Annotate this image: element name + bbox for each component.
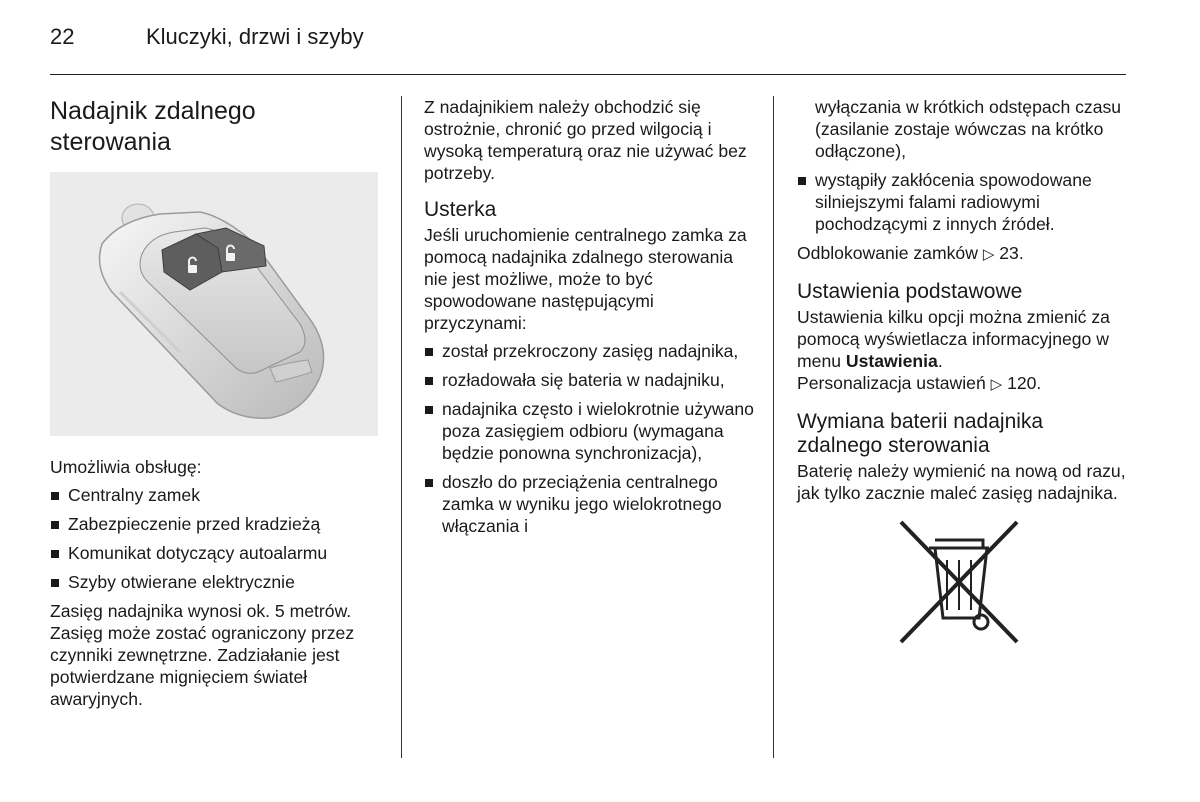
- reference-text: Personalizacja ustawień: [797, 373, 986, 393]
- personalization-reference[interactable]: [797, 373, 1041, 393]
- causes-continuation: [797, 96, 1127, 162]
- column-2: [424, 96, 754, 544]
- list-item: wystąpiły zakłócenia spowodowane silniejszymi falami radiowymi pochodzącymi z innych źródeł.: [797, 169, 1127, 235]
- causes-list-continued: [797, 169, 1127, 235]
- list-item: Szyby otwierane elektrycznie: [50, 571, 380, 593]
- features-intro: Umożliwia obsługę:: [50, 457, 202, 477]
- remote-key-fob-image: [50, 172, 378, 436]
- triangle-right-icon: ▷: [990, 376, 1003, 393]
- triangle-right-icon: ▷: [982, 246, 995, 263]
- list-item: Zabezpieczenie przed kradzieżą: [50, 513, 380, 535]
- list-item-continued: wyłączania w krótkich odstępach czasu (zasilanie zostaje wówczas na krótko odłączone),: [815, 97, 1122, 161]
- list-item: został przekroczony zasięg nadajnika,: [424, 340, 754, 362]
- list-item: Komunikat dotyczący autoalarmu: [50, 542, 380, 564]
- menu-name: Ustawienia: [845, 351, 938, 371]
- list-item: doszło do przeciążenia centralnego zamka w wyniku jego wielokrotnego włączania i: [424, 471, 754, 537]
- fault-intro: Jeśli uruchomienie centralnego zamka za pomocą nadajnika zdalnego sterowania nie jest możliwe, może to być spowodowane następującymi przyczynami:: [424, 225, 747, 333]
- basic-settings-paragraph: Ustawienia kilku opcji można zmienić za pomocą wyświetlacza informacyjnego w menu Ustawienia. Personalizacja ustawień ▷ 120.: [797, 306, 1127, 396]
- reference-text: Odblokowanie zamków: [797, 243, 978, 263]
- section-heading: Nadajnik zdalnego sterowania: [50, 97, 256, 156]
- page-number: 22: [50, 24, 75, 49]
- list-item: Centralny zamek: [50, 484, 380, 506]
- column-3: [797, 96, 1127, 646]
- list-item: nadajnika często i wielokrotnie używano poza zasięgiem odbioru (wymagana będzie ponowna synchronizacja),: [424, 398, 754, 464]
- battery-heading: Wymiana baterii nadajnika zdalnego sterowania: [797, 410, 1044, 457]
- causes-list: [424, 340, 754, 537]
- column-1: [50, 96, 380, 720]
- list-item: rozładowała się bateria w nadajniku,: [424, 369, 754, 391]
- chapter-title: Kluczyki, drzwi i szyby: [146, 24, 364, 49]
- range-paragraph: Zasięg nadajnika wynosi ok. 5 metrów. Zasięg może zostać ograniczony przez czynniki zewnętrzne. Zadziałanie jest potwierdzane mignięciem świateł awaryjnych.: [50, 601, 355, 709]
- fault-heading: Usterka: [424, 198, 497, 221]
- reference-page: 120.: [1007, 373, 1042, 393]
- column-divider: [401, 96, 402, 758]
- features-list: [50, 484, 380, 593]
- basic-settings-text: Ustawienia kilku opcji można zmienić za pomocą wyświetlacza informacyjnego w menu: [797, 307, 1110, 371]
- care-paragraph: Z nadajnikiem należy obchodzić się ostrożnie, chronić go przed wilgocią i wysoką temperaturą oraz nie używać bez potrzeby.: [424, 97, 747, 183]
- reference-page: 23.: [999, 243, 1024, 263]
- battery-paragraph: Baterię należy wymienić na nową od razu, jak tylko zacznie maleć zasięg nadajnika.: [797, 461, 1126, 503]
- crossed-out-wheelie-bin-icon: [895, 518, 1023, 646]
- basic-settings-heading: Ustawienia podstawowe: [797, 280, 1023, 303]
- column-divider: [773, 96, 774, 758]
- unlock-reference[interactable]: [797, 242, 1127, 266]
- header-rule: [50, 74, 1126, 75]
